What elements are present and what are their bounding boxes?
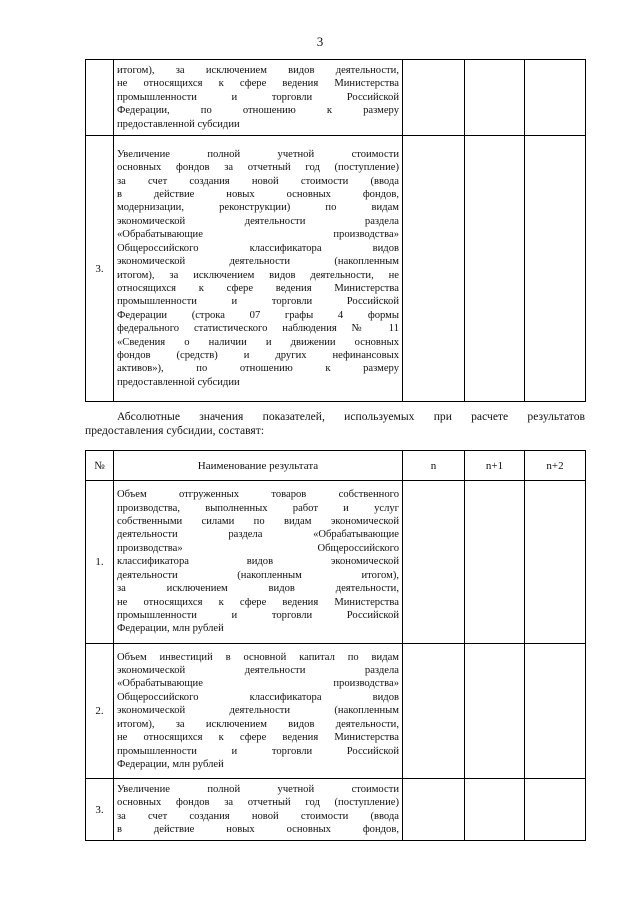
text-line: промышленности и торговли Российской <box>117 609 399 621</box>
value-cell-n <box>403 779 465 841</box>
value-cell-n2 <box>525 779 586 841</box>
header-result-name: Наименование результата <box>114 451 403 481</box>
text-line: Федерации, млн рублей <box>117 623 224 635</box>
value-cell-n1 <box>465 779 525 841</box>
text-line: собственными силами по видам экономической <box>117 516 399 528</box>
result-name-text <box>114 64 402 131</box>
header-n2: n+2 <box>525 451 586 481</box>
text-line: Объем инвестиций в основной капитал по видам <box>117 651 399 663</box>
table-row <box>86 136 586 402</box>
text-line: основных фондов за отчетный год (поступление) <box>117 162 399 174</box>
text-line: в действие новых основных фондов, <box>117 823 399 835</box>
result-name-text <box>114 783 402 837</box>
text-line: производства, выполненных работ и услуг <box>117 502 399 514</box>
row-number-cell <box>86 60 114 136</box>
text-line: «Обрабатывающие производства» <box>117 678 399 690</box>
text-line: Федерации, млн рублей <box>117 758 224 770</box>
text-line: фондов (средств) и других нефинансовых <box>117 349 399 361</box>
text-line: не относящихся к сфере ведения Министерства <box>117 596 399 608</box>
table-row <box>86 60 586 136</box>
result-name-cell <box>114 779 403 841</box>
result-name-text <box>114 148 402 389</box>
paragraph-line: Абсолютные значения показателей, используемых при расчете результатов <box>117 410 585 423</box>
text-line: экономической деятельности (накопленным <box>117 705 399 717</box>
paragraph-line: предоставления субсидии, составят: <box>85 424 265 437</box>
value-cell-n <box>403 644 465 779</box>
text-line: за счет создания новой стоимости (ввода <box>117 810 399 822</box>
header-n1: n+1 <box>465 451 525 481</box>
table-row <box>86 481 586 644</box>
text-line: экономической деятельности (накопленным <box>117 256 399 268</box>
text-line: деятельности (накопленным итогом), <box>117 569 399 581</box>
value-cell-n2 <box>525 481 586 644</box>
intro-paragraph <box>85 410 585 438</box>
text-line: за счет создания новой стоимости (ввода <box>117 175 399 187</box>
text-line: не относящихся к сфере ведения Министерства <box>117 78 399 90</box>
text-line: относящихся к сфере ведения Министерства <box>117 282 399 294</box>
text-line: модернизации, реконструкции) по видам <box>117 202 399 214</box>
result-name-cell <box>114 136 403 402</box>
text-line: предоставленной субсидии <box>117 118 240 130</box>
text-line: «Сведения о наличии и движении основных <box>117 336 399 348</box>
header-number: № <box>86 451 114 481</box>
text-line: производства» Общероссийского <box>117 542 399 554</box>
text-line: промышленности и торговли Российской <box>117 91 399 103</box>
result-name-cell <box>114 644 403 779</box>
text-line: Увеличение полной учетной стоимости <box>117 148 399 160</box>
text-line: предоставленной субсидии <box>117 376 240 388</box>
page-number: 3 <box>316 34 324 49</box>
result-name-text <box>114 651 402 772</box>
row-number-cell: 3. <box>86 136 114 402</box>
text-line: основных фондов за отчетный год (поступление) <box>117 797 399 809</box>
text-line: Общероссийского классификатора видов <box>117 242 399 254</box>
continuation-table <box>85 59 586 402</box>
value-cell-n2 <box>525 136 586 402</box>
value-cell-n1 <box>465 644 525 779</box>
row-number-cell: 2. <box>86 644 114 779</box>
text-line: промышленности и торговли Российской <box>117 745 399 757</box>
text-line: итогом), за исключением видов деятельности, <box>117 718 399 730</box>
text-line: промышленности и торговли Российской <box>117 296 399 308</box>
text-line: не относящихся к сфере ведения Министерства <box>117 732 399 744</box>
text-line: деятельности раздела «Обрабатывающие <box>117 529 399 541</box>
text-line: экономической деятельности раздела <box>117 665 399 677</box>
value-cell-n2 <box>525 644 586 779</box>
text-line: экономической деятельности раздела <box>117 215 399 227</box>
value-cell-n <box>403 136 465 402</box>
result-name-text <box>114 488 402 635</box>
text-line: классификатора видов экономической <box>117 556 399 568</box>
text-line: Федерации (строка 07 графы 4 формы <box>117 309 399 321</box>
text-line: активов»), по отношению к размеру <box>117 363 399 375</box>
text-line: «Обрабатывающие производства» <box>117 229 399 241</box>
text-line: федерального статистического наблюдения № 11 <box>117 323 399 335</box>
header-n: n <box>403 451 465 481</box>
value-cell-n1 <box>465 136 525 402</box>
table-row <box>86 644 586 779</box>
table-row <box>86 779 586 841</box>
row-number-cell: 3. <box>86 779 114 841</box>
text-line: итогом), за исключением видов деятельности, не <box>117 269 399 281</box>
result-name-cell <box>114 60 403 136</box>
table-header-row <box>86 451 586 481</box>
results-table <box>85 450 586 841</box>
result-name-cell <box>114 481 403 644</box>
value-cell-n2 <box>525 60 586 136</box>
value-cell-n1 <box>465 60 525 136</box>
value-cell-n1 <box>465 481 525 644</box>
text-line: итогом), за исключением видов деятельности, <box>117 64 399 76</box>
text-line: Общероссийского классификатора видов <box>117 691 399 703</box>
text-line: в действие новых основных фондов, <box>117 189 399 201</box>
text-line: Увеличение полной учетной стоимости <box>117 783 399 795</box>
value-cell-n <box>403 481 465 644</box>
text-line: Федерации, по отношению к размеру <box>117 105 399 117</box>
text-line: Объем отгруженных товаров собственного <box>117 489 399 501</box>
text-line: за исключением видов деятельности, <box>117 583 399 595</box>
value-cell-n <box>403 60 465 136</box>
row-number-cell: 1. <box>86 481 114 644</box>
